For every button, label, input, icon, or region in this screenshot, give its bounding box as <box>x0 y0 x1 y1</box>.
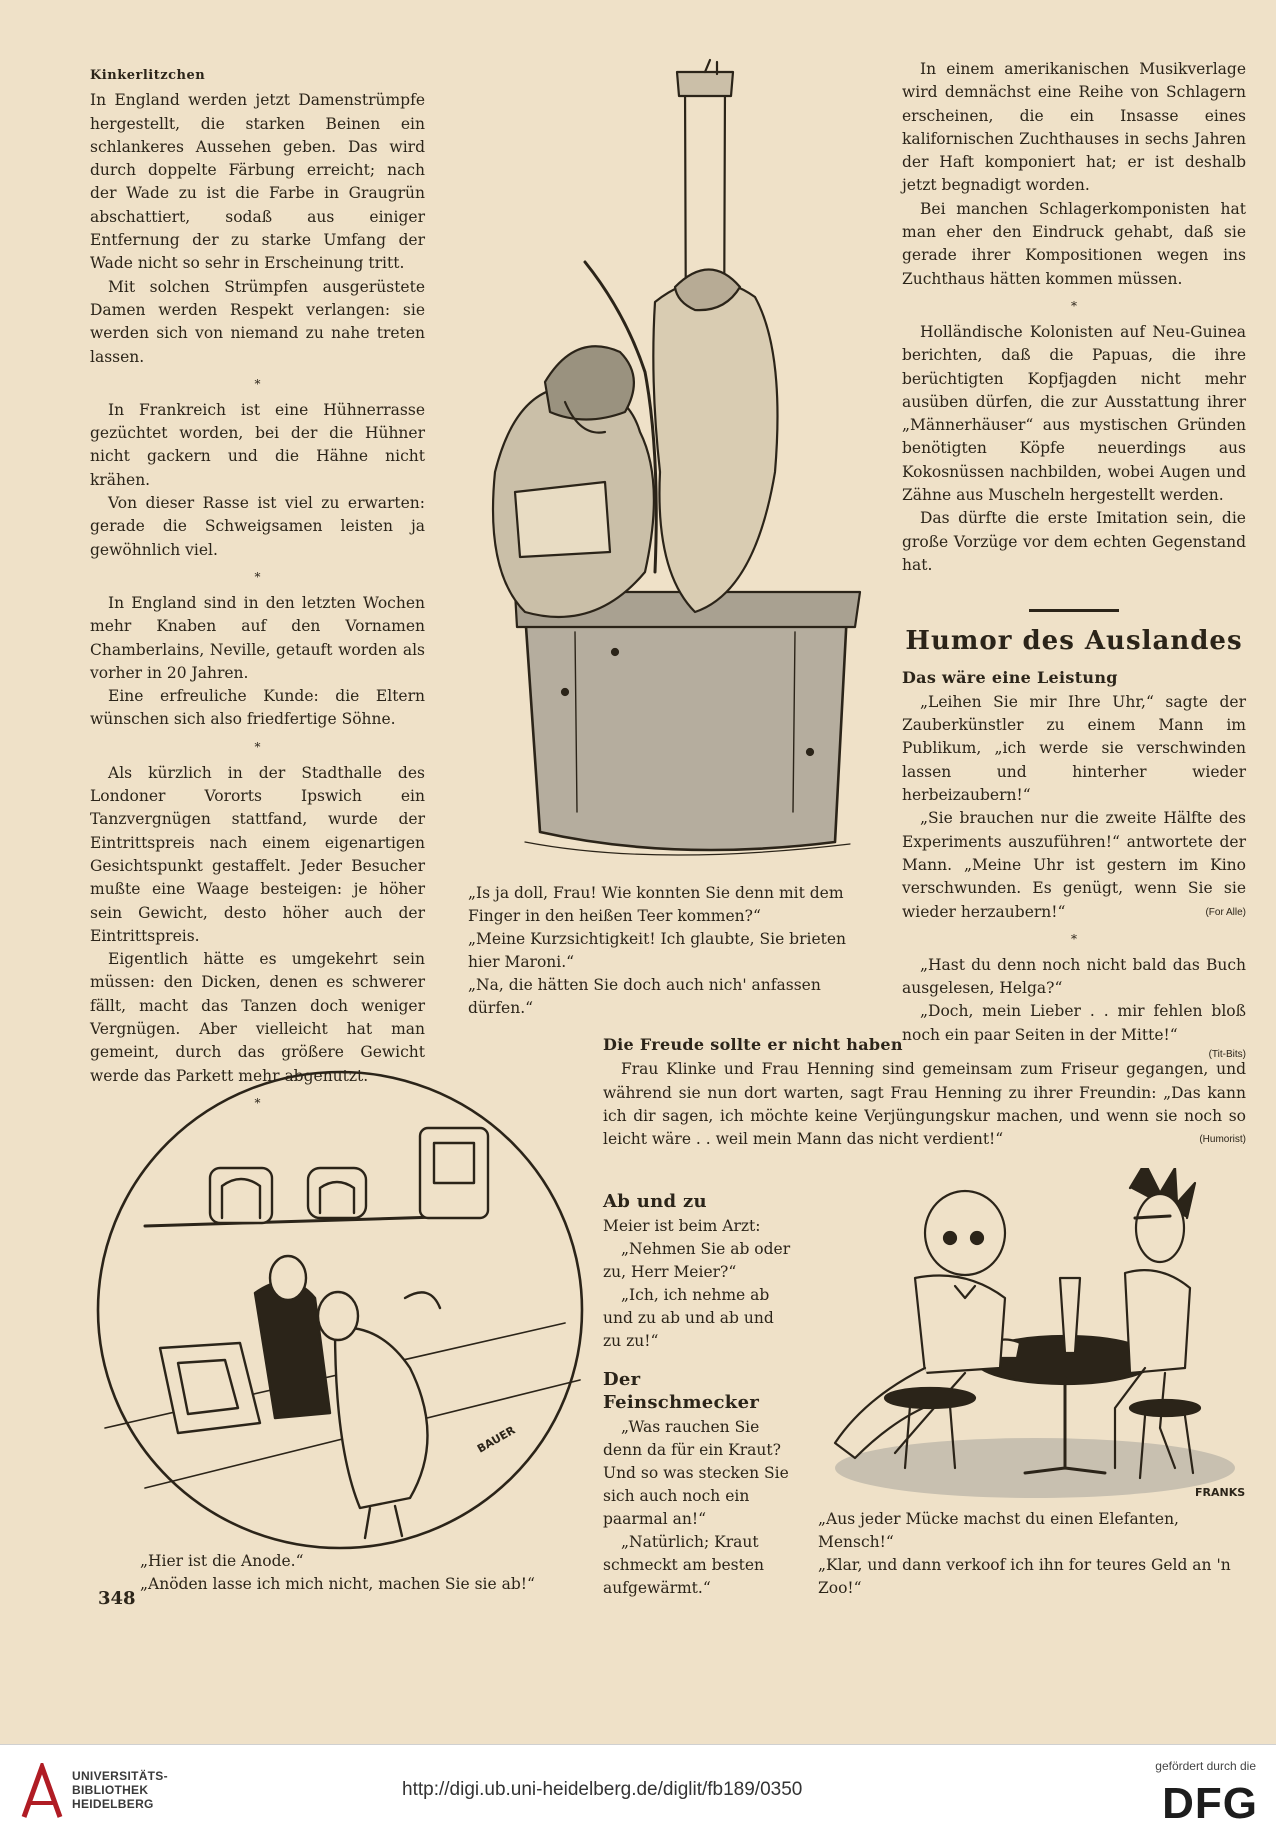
source-label: (For Alle) <box>1205 906 1246 918</box>
paragraph: Bei manchen Schlagerkomponisten hat man eher den Eindruck gehabt, daß sie gerade ihrer Kompositionen wegen ins Zuchthaus hätten kommen müssen. <box>902 199 1246 288</box>
library-line: UNIVERSITÄTS- <box>72 1769 168 1783</box>
section-rule <box>1029 609 1119 612</box>
library-name <box>72 1769 168 1811</box>
freude-text: Frau Klinke und Frau Henning sind gemeinsam zum Friseur gegangen, und während sie nun dort warten, sagt Frau Henning zu ihrer Freundin: „Das kann ich dir sagen, ich möchte keine Verjüngungskur machen, und wenn sie noch so leicht wäre . . weil mein Mann das nicht verdient!“ <box>603 1060 1246 1149</box>
paragraph: Meier ist beim Arzt: <box>603 1217 761 1235</box>
source-label: (Tit-Bits) <box>1208 1048 1246 1060</box>
paragraph: In Frankreich ist eine Hühnerrasse gezüchtet worden, bei der die Hühner nicht gackern und die Hähne nicht krähen. <box>90 400 425 489</box>
paragraph: In England werden jetzt Damenstrümpfe hergestellt, die starken Beinen ein schlankeres Aussehen geben. Das wird durch doppelte Färbung erreicht; nach der Wade zu ist die Farbe in Graugrün abschattiert, sodaß aus einiger Entfernung der zu starke Umfang der Wade nicht so sehr in Erscheinung tritt. <box>90 91 425 273</box>
separator-star: * <box>1071 298 1077 313</box>
caption-line: „Klar, und dann verkoof ich ihn for teures Geld an 'n Zoo!“ <box>818 1556 1231 1597</box>
caption-line: „Meine Kurzsichtigkeit! Ich glaubte, Sie brieten hier Maroni.“ <box>468 930 847 971</box>
paragraph: „Was rauchen Sie denn da für ein Kraut? Und so was stecken Sie sich auch noch ein paarmal an!“ <box>603 1418 789 1528</box>
paragraph: „Natürlich; Kraut schmeckt am besten aufgewärmt.“ <box>603 1533 765 1597</box>
separator-star: * <box>1071 931 1077 946</box>
cafe-signature: FRANKS <box>1195 1486 1246 1499</box>
separator-star: * <box>254 569 261 584</box>
anode-caption <box>140 1550 580 1596</box>
tar-kettle-caption <box>468 882 880 1020</box>
viewer-footer <box>0 1744 1276 1840</box>
caption-line: „Anöden lasse ich mich nicht, machen Sie sie ab!“ <box>140 1575 535 1593</box>
feinschmecker-heading: Der Feinschmecker <box>603 1369 760 1413</box>
paragraph: Von dieser Rasse ist viel zu erwarten: gerade die Schweigsamen leisten ja gewöhnlich viel. <box>90 494 425 559</box>
dfg-logo: DFG <box>1162 1779 1258 1828</box>
caption-line: „Is ja doll, Frau! Wie konnten Sie denn mit dem Finger in den heißen Teer kommen?“ <box>468 884 844 925</box>
cafe-illustration <box>815 1168 1255 1508</box>
caption-line: „Na, die hätten Sie doch auch nich' anfassen dürfen.“ <box>468 976 821 1017</box>
ab-und-zu-heading: Ab und zu <box>603 1191 707 1212</box>
separator-star: * <box>254 739 261 754</box>
tar-kettle-illustration <box>455 52 885 882</box>
paragraph: „Ich, ich nehme ab und zu ab und ab und zu zu!“ <box>603 1286 774 1350</box>
freude-heading: Die Freude sollte er nicht haben <box>603 1035 903 1054</box>
paragraph: In einem amerikanischen Musikverlage wird demnächst eine Reihe von Schlagern erscheinen, die ein Insasse eines kalifornischen Zuchthauses in sechs Jahren der Haft komponiert hat; er ist deshalb jetzt begnadigt worden. <box>902 60 1246 195</box>
paragraph: Das dürfte die erste Imitation sein, die große Vorzüge vor dem echten Gegenstand hat. <box>902 509 1246 574</box>
anode-illustration <box>90 1068 590 1558</box>
funded-by-label: gefördert durch die <box>1155 1759 1256 1773</box>
joke1-heading: Das wäre eine Leistung <box>902 667 1118 687</box>
section-title: Humor des Auslandes <box>905 626 1243 657</box>
anode-signature: BAUER <box>475 1423 518 1456</box>
caption-line: „Aus jeder Mücke machst du einen Elefanten, Mensch!“ <box>818 1510 1179 1551</box>
joke-text: „Sie brauchen nur die zweite Hälfte des Experiments auszuführen!“ antwortete der Mann. „Meine Uhr ist gestern im Kino verschwunden. Es genügt, wenn Sie sie wieder herzaubern!“ <box>902 809 1246 921</box>
university-logo-icon <box>20 1763 64 1821</box>
left-column <box>90 64 425 1118</box>
caption-line: „Hier ist die Anode.“ <box>140 1552 304 1570</box>
page-url-link[interactable]: http://digi.ub.uni-heidelberg.de/diglit/fb189/0350 <box>402 1779 803 1800</box>
freude-section <box>603 1033 1246 1151</box>
paragraph <box>603 1058 1246 1151</box>
right-column <box>902 58 1246 1063</box>
paragraph: In England sind in den letzten Wochen mehr Knaben auf den Vornamen Chamberlains, Neville, getauft worden als vorher in 20 Jahren. <box>90 593 425 682</box>
separator-star: * <box>254 1095 261 1110</box>
cafe-caption <box>818 1508 1248 1600</box>
library-line: BIBLIOTHEK <box>72 1783 149 1797</box>
paragraph: „Hast du denn noch nicht bald das Buch ausgelesen, Helga?“ <box>902 955 1246 998</box>
paragraph: „Doch, mein Lieber . . mir fehlen bloß noch ein paar Seiten in der Mitte!“ <box>902 1002 1246 1044</box>
separator-star: * <box>254 376 261 391</box>
paragraph: Mit solchen Strümpfen ausgerüstete Damen werden Respekt verlangen: sie werden sich von niemand zu nahe treten lassen. <box>90 277 425 366</box>
paragraph: Eine erfreuliche Kunde: die Eltern wünschen sich also friedfertige Söhne. <box>90 687 425 729</box>
ab-und-zu-section <box>603 1190 791 1353</box>
paragraph: Als kürzlich in der Stadthalle des Londoner Vororts Ipswich ein Tanzvergnügen stattfand, wurde der Eintrittspreis nach einem eigenartigen Gesichtspunkt gestaffelt. Jeder Besucher mußte eine Waage besteigen: je höher sein Gewicht, desto höher auch der Eintrittspreis. <box>90 763 425 945</box>
source-label: (Humorist) <box>1199 1134 1246 1146</box>
paragraph: „Nehmen Sie ab oder zu, Herr Meier?“ <box>603 1240 791 1281</box>
paragraph: Holländische Kolonisten auf Neu-Guinea berichten, daß die Papuas, die ihre berüchtigten Kopfjagden nicht mehr ausüben dürfen, die zur Ausstattung ihrer „Männerhäuser“ aus mystischen Gründen benötigten Köpfe neuerdings aus Kokosnüssen nachbilden, wobei Augen und Zähne aus Muscheln hergestellt werden. <box>902 322 1246 505</box>
page-number: 348 <box>98 1588 136 1609</box>
paragraph: „Leihen Sie mir Ihre Uhr,“ sagte der Zauberkünstler zu einem Mann im Publikum, „ich werde sie verschwinden lassen und hinterher wieder herbeizaubern!“ <box>902 692 1246 805</box>
paragraph <box>902 807 1246 923</box>
feinschmecker-section <box>603 1368 791 1600</box>
library-line: HEIDELBERG <box>72 1797 154 1811</box>
paragraph: Eigentlich hätte es umgekehrt sein müssen: den Dicken, denen es schwerer fällt, macht das Tanzen doch weniger Vergnügen. Aber vielleicht hat man gemeint, durch das größere Gewicht werde das Parkett mehr abgenutzt. <box>90 950 425 1085</box>
heading-kinkerlitzchen: Kinkerlitzchen <box>90 68 206 83</box>
